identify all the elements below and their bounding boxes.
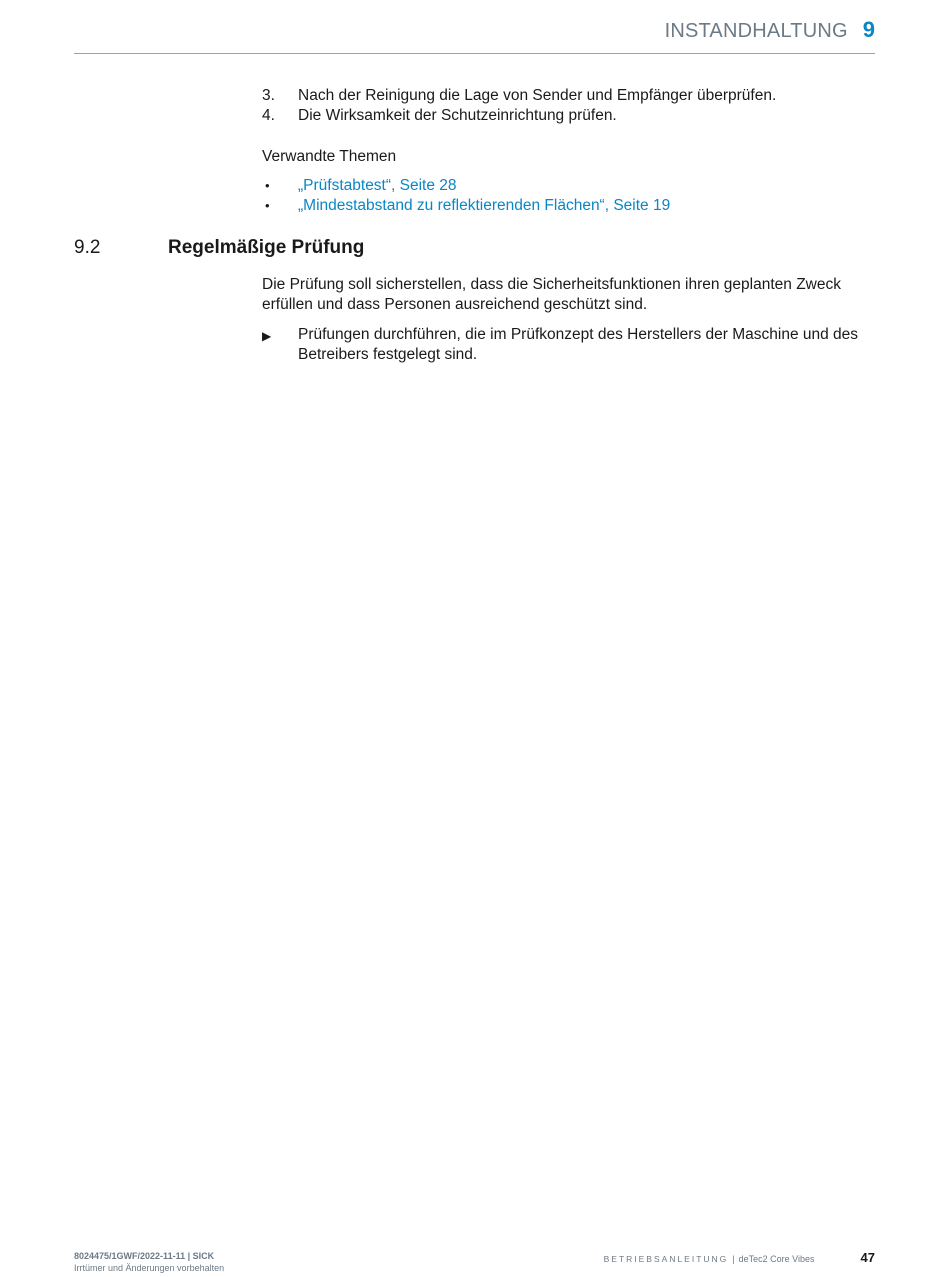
step-number: 3. (262, 87, 275, 104)
chapter-title: INSTANDHALTUNG (664, 20, 848, 42)
disclaimer: Irrtümer und Änderungen vorbehalten (74, 1263, 225, 1273)
step-item (262, 86, 875, 106)
footer-separator: | (732, 1254, 735, 1264)
step-text: Nach der Reinigung die Lage von Sender und Empfänger überprüfen. (298, 87, 777, 104)
related-topic-item (262, 176, 875, 196)
header-inner (665, 17, 875, 43)
related-topic-item (262, 196, 875, 216)
step-item (262, 106, 875, 126)
step-text: Die Wirksamkeit der Schutzeinrichtung prüfen. (298, 107, 617, 124)
content-top (262, 86, 875, 216)
bullet-icon: • (265, 178, 270, 193)
step-number: 4. (262, 107, 275, 124)
related-topics-heading: Verwandte Themen (262, 148, 397, 165)
steps-list (262, 86, 875, 126)
link-pruefstabtest[interactable]: „Prüfstabtest“, Seite 28 (298, 177, 457, 194)
page-header (74, 14, 875, 54)
chapter-number: 9 (862, 17, 875, 42)
section-heading (74, 237, 364, 259)
footer-left (74, 1250, 224, 1274)
section-body (262, 275, 875, 365)
document-id: 8024475/1GWF/2022-11-11 | SICK (74, 1251, 215, 1261)
bullet-icon: • (265, 198, 270, 213)
document-type: BETRIEBSANLEITUNG (603, 1254, 729, 1264)
instruction-text: Prüfungen durchführen, die im Prüfkonzept des Herstellers der Maschine und des Betreibers festgelegt sind. (298, 326, 859, 363)
triangle-right-icon: ▶ (262, 329, 272, 343)
footer-right (604, 1250, 875, 1265)
product-name: deTec2 Core Vibes (738, 1254, 815, 1264)
page-number: 47 (860, 1250, 875, 1265)
section-number: 9.2 (74, 237, 101, 258)
instruction-item (262, 325, 875, 365)
section-title: Regelmäßige Prüfung (168, 237, 365, 258)
link-mindestabstand[interactable]: „Mindestabstand zu reflektierenden Flächen“, Seite 19 (298, 197, 671, 214)
section-paragraph: Die Prüfung soll sicherstellen, dass die Sicherheitsfunktionen ihren geplanten Zweck erfüllen und dass Personen ausreichend geschützt sind. (262, 276, 841, 313)
related-topics-list (262, 176, 875, 216)
